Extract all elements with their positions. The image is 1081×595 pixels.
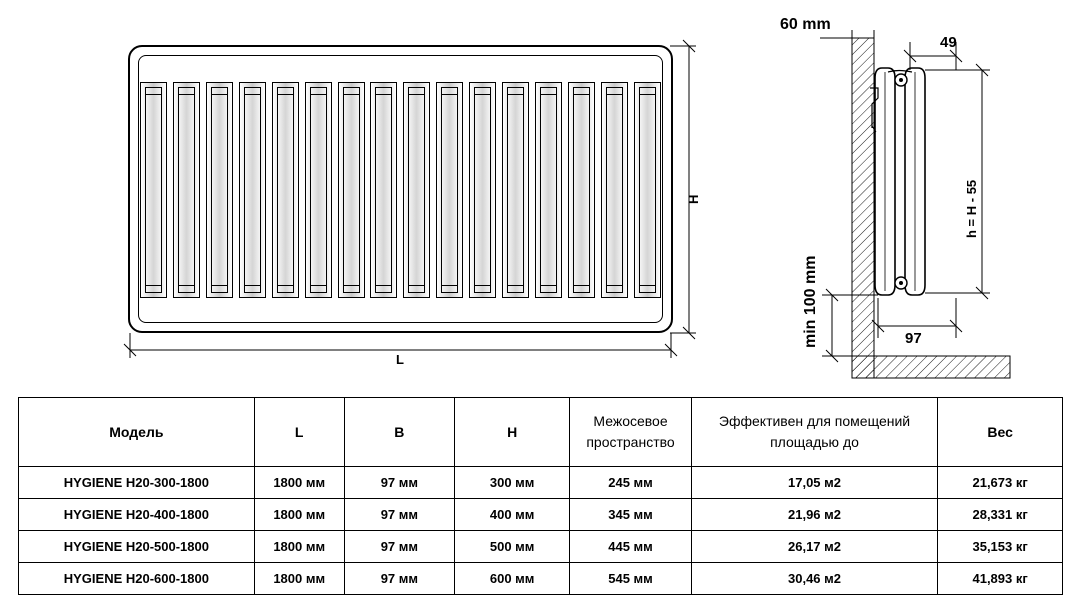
table-header-l: L (254, 398, 344, 467)
table-header-h: H (455, 398, 570, 467)
cell-b: 97 мм (344, 499, 454, 531)
cell-b: 97 мм (344, 531, 454, 563)
cell-l: 1800 мм (254, 563, 344, 595)
cell-area: 17,05 м2 (691, 467, 938, 499)
side-depth-dimension-label: 49 (940, 34, 957, 51)
cell-l: 1800 мм (254, 499, 344, 531)
cell-h: 400 мм (455, 499, 570, 531)
specifications-table (18, 397, 1063, 595)
length-dimension-label: L (396, 352, 404, 367)
table-row (19, 531, 1063, 563)
cell-axis: 245 мм (570, 467, 691, 499)
cell-axis: 445 мм (570, 531, 691, 563)
front-view-dimensions (118, 34, 698, 364)
cell-axis: 545 мм (570, 563, 691, 595)
cell-b: 97 мм (344, 467, 454, 499)
height-dimension-label: H (686, 194, 701, 204)
table-header-row (19, 398, 1063, 467)
cell-weight: 35,153 кг (938, 531, 1063, 563)
side-top-dimension-label: 60 mm (780, 16, 831, 33)
cell-area: 21,96 м2 (691, 499, 938, 531)
side-height-formula-label: h = H - 55 (964, 179, 979, 238)
table-header-model: Модель (19, 398, 255, 467)
cell-weight: 21,673 кг (938, 467, 1063, 499)
side-bottom-dimension-label: 97 (905, 330, 922, 347)
table-header-axis-spacing (570, 398, 691, 467)
floor-gap-label: min 100 mm (802, 255, 819, 348)
cell-area: 30,46 м2 (691, 563, 938, 595)
table-header-axis-spacing-line1: Межосевое (593, 413, 668, 429)
table-header-effective-area-line2: площадью до (770, 434, 859, 450)
table-row (19, 499, 1063, 531)
cell-model: HYGIENE H20-300-1800 (19, 467, 255, 499)
radiator-front-view (118, 34, 701, 367)
table-header-effective-area (691, 398, 938, 467)
table-header-axis-spacing-line2: пространство (586, 434, 675, 450)
cell-axis: 345 мм (570, 499, 691, 531)
cell-weight: 41,893 кг (938, 563, 1063, 595)
table-row (19, 563, 1063, 595)
cell-weight: 28,331 кг (938, 499, 1063, 531)
table-row (19, 467, 1063, 499)
table-header-weight: Вес (938, 398, 1063, 467)
cell-h: 300 мм (455, 467, 570, 499)
table-body (19, 467, 1063, 595)
radiator-side-view (760, 8, 1070, 393)
cell-model: HYGIENE H20-500-1800 (19, 531, 255, 563)
cell-area: 26,17 м2 (691, 531, 938, 563)
cell-l: 1800 мм (254, 531, 344, 563)
cell-l: 1800 мм (254, 467, 344, 499)
table-header-b: B (344, 398, 454, 467)
cell-h: 600 мм (455, 563, 570, 595)
table-header-effective-area-line1: Эффективен для помещений (718, 413, 911, 429)
cell-h: 500 мм (455, 531, 570, 563)
cell-model: HYGIENE H20-600-1800 (19, 563, 255, 595)
cell-model: HYGIENE H20-400-1800 (19, 499, 255, 531)
cell-b: 97 мм (344, 563, 454, 595)
